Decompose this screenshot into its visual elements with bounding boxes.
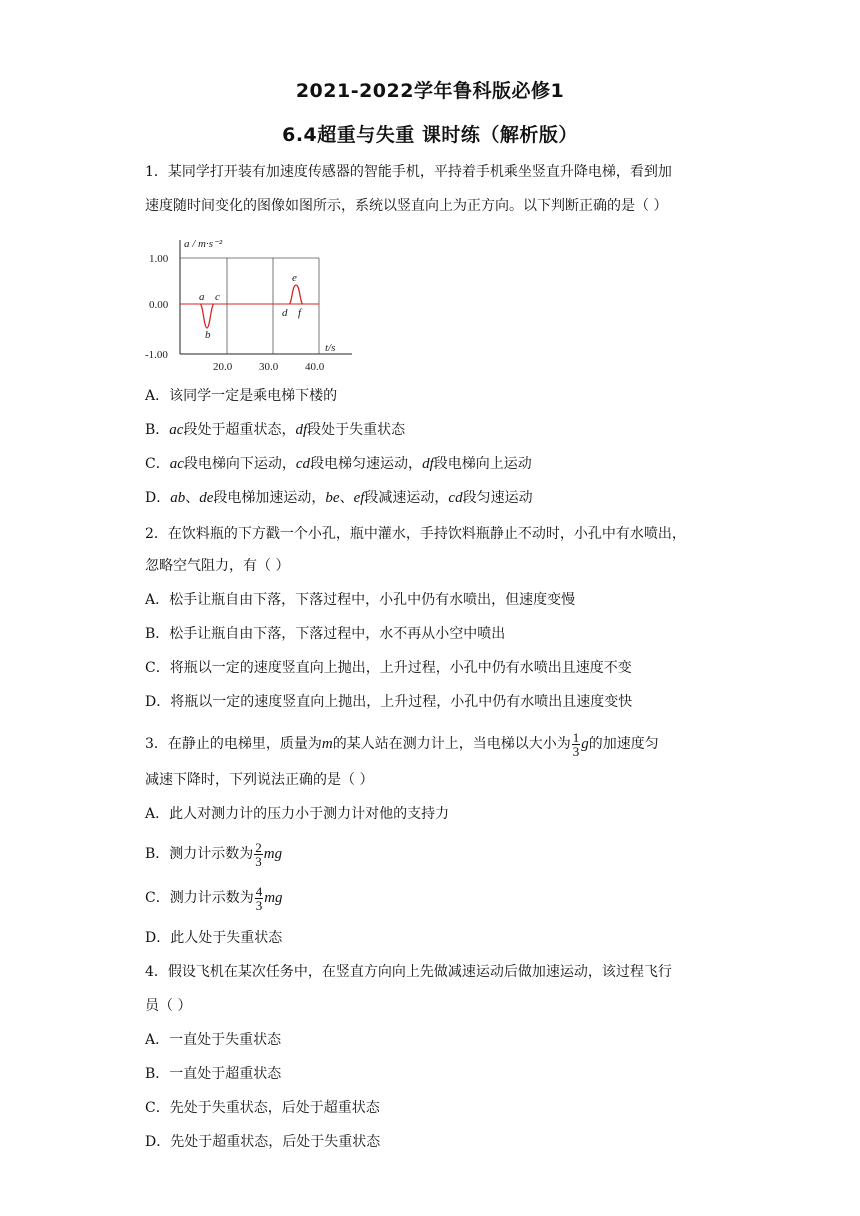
q4-option-d: D．先处于超重状态，后处于失重状态 — [145, 1134, 381, 1150]
y-tick-label: 0.00 — [149, 299, 169, 311]
y-axis-label: a / m·s⁻² — [184, 238, 223, 250]
q3-option-c: C．测力计示数为 $\frac{4}{3}$ mg — [145, 883, 283, 913]
point-label-e: e — [292, 272, 297, 284]
point-label-a: a — [199, 291, 205, 303]
x-tick-label: 40.0 — [305, 361, 325, 373]
q3-stem-line1: 3．在静止的电梯里，质量为m的某人站在测力计上，当电梯以大小为 $\frac{1}{3}$ g的加速度匀 — [145, 729, 659, 759]
q4-stem-line1: 4．假设飞机在某次任务中，在竖直方向向上先做减速运动后做加速运动，该过程飞行 — [145, 964, 672, 980]
q1-option-b: B．ac段处于超重状态，df段处于失重状态 — [145, 422, 406, 438]
q2-option-c: C．将瓶以一定的速度竖直向上抛出，上升过程，小孔中仍有水喷出且速度不变 — [145, 660, 632, 676]
q2-option-b: B．松手让瓶自由下落，下落过程中，水不再从小空中喷出 — [145, 626, 506, 642]
curve-def — [289, 285, 303, 304]
x-axis-label: t/s — [325, 342, 336, 354]
fraction-two-thirds: $\frac{2}{3}$ — [255, 839, 262, 869]
q1-option-d: D．ab、de段电梯加速运动，be、ef段减速运动，cd段匀速运动 — [145, 490, 533, 506]
point-label-f: f — [298, 307, 302, 319]
q2-option-a: A．松手让瓶自由下落，下落过程中，小孔中仍有水喷出，但速度变慢 — [145, 592, 576, 608]
point-label-b: b — [205, 329, 211, 341]
q1-stem-line2: 速度随时间变化的图像如图所示，系统以竖直向上为正方向。以下判断正确的是（ ） — [145, 198, 668, 214]
curve-abc — [200, 304, 214, 328]
q1-stem-line1: 1．某同学打开装有加速度传感器的智能手机，平持着手机乘坐竖直升降电梯，看到加 — [145, 164, 672, 180]
x-tick-label: 20.0 — [213, 361, 233, 373]
q2-stem-line2: 忽略空气阻力，有（ ） — [145, 558, 290, 574]
q2-stem-line1: 2．在饮料瓶的下方戳一个小孔，瓶中灌水，手持饮料瓶静止不动时，小孔中有水喷出， — [145, 526, 686, 542]
q2-option-d: D．将瓶以一定的速度竖直向上抛出，上升过程，小孔中仍有水喷出且速度变快 — [145, 694, 633, 710]
acceleration-time-graph — [140, 230, 370, 378]
q3-option-a: A．此人对测力计的压力小于测力计对他的支持力 — [145, 806, 450, 822]
y-tick-label: 1.00 — [149, 253, 169, 265]
q4-option-c: C．先处于失重状态，后处于超重状态 — [145, 1100, 380, 1116]
q4-stem-line2: 员（ ） — [145, 998, 192, 1014]
fraction-four-thirds: $\frac{4}{3}$ — [255, 883, 263, 913]
page-title: 2021-2022学年鲁科版必修1 — [295, 80, 565, 102]
q3-option-b: B．测力计示数为 $\frac{2}{3}$ mg — [145, 839, 283, 869]
q3-option-d: D．此人处于失重状态 — [145, 930, 283, 946]
q1-option-c: C．ac段电梯向下运动，cd段电梯匀速运动，df段电梯向上运动 — [145, 456, 532, 472]
x-tick-label: 30.0 — [259, 361, 279, 373]
q3-stem-line2: 减速下降时，下列说法正确的是（ ） — [145, 772, 374, 788]
page-subtitle: 6.4超重与失重 课时练（解析版） — [282, 124, 578, 146]
q4-option-a: A．一直处于失重状态 — [145, 1032, 282, 1048]
point-label-c: c — [215, 291, 220, 303]
y-tick-label: -1.00 — [145, 349, 168, 361]
q1-option-a: A．该同学一定是乘电梯下楼的 — [145, 388, 338, 404]
x-tick-labels — [213, 361, 325, 373]
q4-option-b: B．一直处于超重状态 — [145, 1066, 282, 1082]
y-tick-labels — [145, 253, 169, 361]
point-label-d: d — [282, 307, 288, 319]
fraction-one-third: $\frac{1}{3}$ — [572, 729, 580, 759]
